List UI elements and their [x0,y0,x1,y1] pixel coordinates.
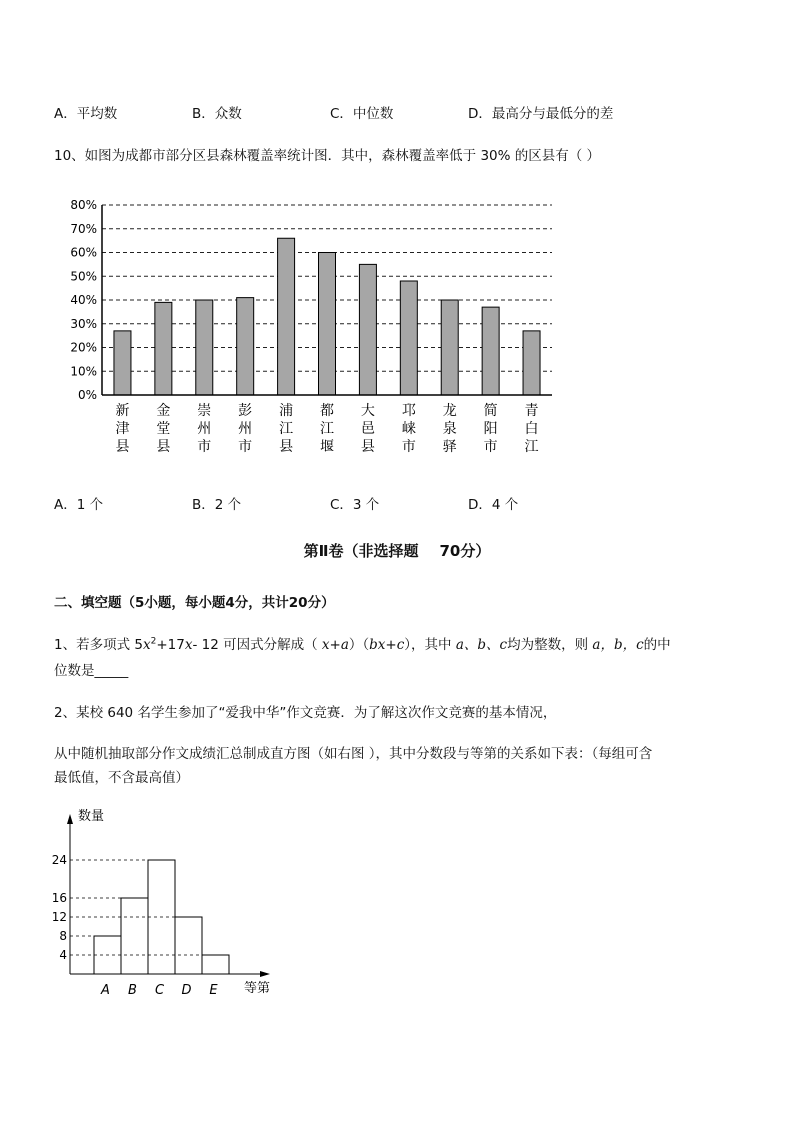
chart1-y-tick: 0% [77,388,97,402]
fill1-text: 的中 [643,637,671,653]
fill-question-1-line-2: 位数是_____ [54,663,129,679]
chart1-x-tick: 彭州市 [238,403,253,455]
fill1-text: + [329,637,341,653]
fill-question-2-line-2: 从中随机抽取部分作文成绩汇总制成直方图（如右图 ），其中分数段与等第的关系如下表：（每组可含 [54,746,653,762]
chart1-bar [523,331,540,395]
chart2-x-tick: A [101,983,110,998]
chart2-x-tick: C [154,983,165,998]
fill1-text: ）（ [348,637,370,653]
chart1-x-tick: 浦江县 [279,403,294,455]
chart2-y-label: 数量 [78,809,105,824]
chart1-x-tick: 大邑县 [360,403,375,455]
chart1-y-tick: 70% [70,221,97,236]
chart2-y-tick: 12 [51,910,67,924]
fill1-text: - 12 可因式分解成（ [192,637,318,653]
fill1-text: ），其中 [404,637,456,653]
chart1-bar [196,300,213,395]
forest-coverage-chart [60,195,560,465]
fill-in-header: 二、填空题（5小题，每小题4分，共计20分） [54,595,335,611]
var-a: a [340,637,349,653]
chart2-x-tick: D [181,983,192,998]
var-x: x [321,637,330,653]
chart1-bar [400,281,417,395]
section-2-title: 第Ⅱ卷（非选择题 70分） [303,542,491,560]
grade-histogram [40,800,290,1005]
chart1-x-tick: 简阳市 [483,403,498,455]
chart2-y-ticks [52,853,67,962]
chart1-bar [359,264,376,395]
q9-option-b[interactable]: B．众数 [192,106,242,122]
fill-question-2-line-3: 最低值，不含最高值） [54,770,189,786]
chart1-x-tick: 金堂县 [156,403,171,455]
q10-option-a[interactable]: A．1 个 [54,497,104,513]
q10-stem: 10、如图为成都市部分区县森林覆盖率统计图．其中，森林覆盖率低于 30% 的区县有（ ） [54,148,601,164]
chart1-x-tick: 新津县 [115,403,130,455]
chart1-bar [237,298,254,395]
q10-option-b[interactable]: B．2 个 [192,497,242,513]
chart1-x-tick: 崇州市 [197,403,212,455]
chart2-y-tick: 8 [59,929,67,943]
chart1-y-tick: 40% [70,293,97,307]
chart2-bar [121,898,148,974]
chart1-y-tick: 80% [70,198,97,212]
vars-abc: a、b、c [455,637,508,653]
vars-abc: a，b，c [592,637,644,653]
q9-option-a[interactable]: A．平均数 [54,106,118,122]
fill1-text: + [385,637,397,653]
chart2-y-tick: 4 [59,948,67,962]
q9-option-c[interactable]: C．中位数 [330,106,394,122]
chart1-y-tick: 10% [70,364,97,379]
chart1-y-ticks [70,198,97,402]
chart2-y-tick: 16 [51,891,67,905]
chart1-x-ticks [115,402,538,455]
var-x: x [142,637,151,653]
q10-option-d[interactable]: D．4 个 [468,497,519,513]
fill-question-2-line-1: 2、某校 640 名学生参加了“爱我中华”作文竞赛．为了解这次作文竞赛的基本情况， [54,705,557,721]
chart2-x-arrow [260,971,270,977]
chart2-x-tick: E [209,983,218,998]
chart1-y-tick: 50% [70,269,97,284]
fill1-text: 均为整数，则 [507,637,593,653]
q10-option-c[interactable]: C．3 个 [330,497,380,513]
chart1-bar [114,331,131,395]
chart1-bar [155,302,172,395]
chart1-y-tick: 30% [70,316,97,331]
chart1-y-tick: 60% [70,245,97,260]
var-c: c [396,637,405,653]
chart2-x-ticks [100,983,218,998]
chart2-y-tick: 24 [51,853,67,867]
chart2-bar [202,955,229,974]
var-x: x [184,637,193,653]
chart1-x-tick: 青白江 [524,403,539,455]
chart1-y-tick: 20% [70,340,97,355]
exponent: 2 [150,636,157,647]
chart1-x-tick: 龙泉驿 [442,403,457,455]
chart1-bar [482,307,499,395]
chart2-y-arrow [67,814,73,824]
fill1-text: 1、若多项式 5 [54,637,143,653]
chart2-x-tick: B [128,983,137,998]
chart1-bar [441,300,458,395]
chart2-guide-lines [70,860,202,955]
chart1-x-tick: 邛崃市 [401,403,416,455]
chart2-x-label: 等第 [244,981,271,996]
chart1-bar [319,253,336,396]
chart2-bar [175,917,202,974]
chart1-x-tick: 都江堰 [320,403,334,455]
chart1-bar [278,238,295,395]
var-bx: bx [369,637,386,653]
q9-option-d[interactable]: D．最高分与最低分的差 [468,106,614,122]
fill-question-1-line-1 [54,633,671,653]
fill1-text: +17 [156,637,185,653]
